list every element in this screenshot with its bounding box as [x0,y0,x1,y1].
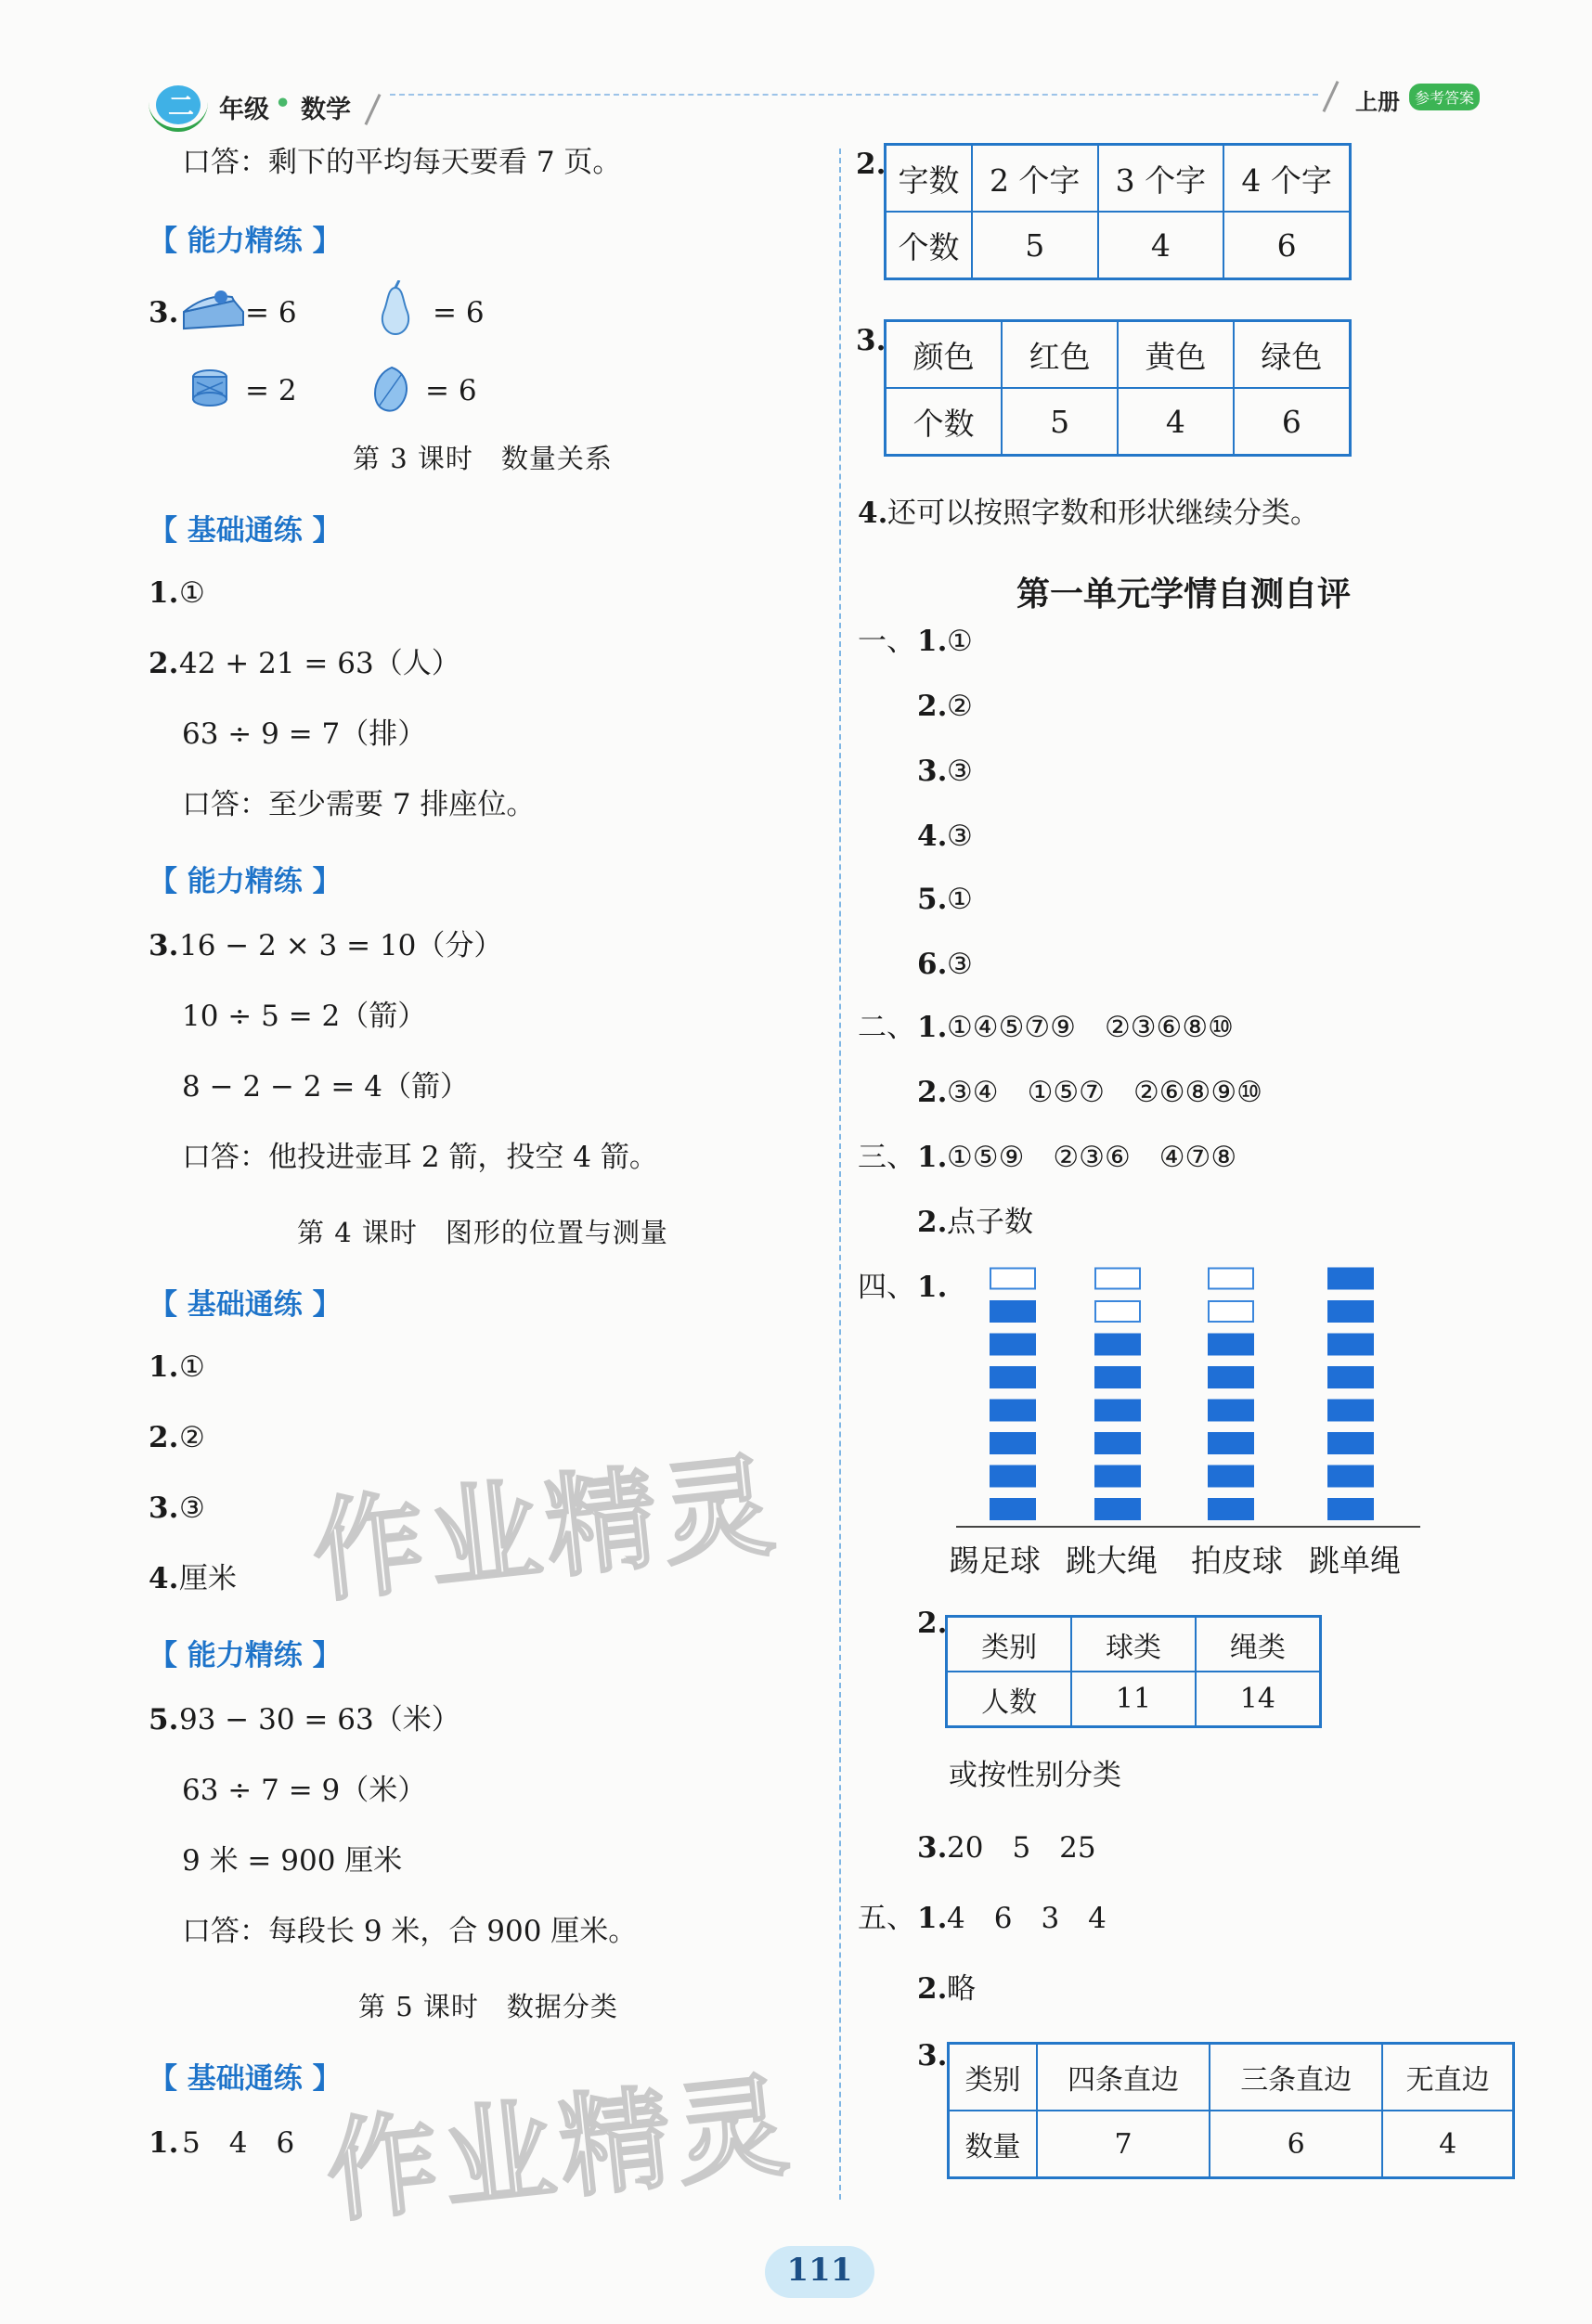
bar-block-filled [1328,1433,1373,1453]
chart-category-label: 踢足球 [949,1543,1041,1579]
leaf-equation: = 6 [425,374,477,407]
table-cell: 4 个字 [1223,145,1350,213]
table-cell: 3 个字 [1098,145,1224,213]
bar-block-empty [990,1269,1035,1289]
p2-1-number: 1. [917,1011,948,1044]
table-cell: 球类 [1071,1617,1196,1672]
p5-1-number: 1. [917,1902,948,1935]
section-nengli-3: 【 能力精练 】 [149,1639,342,1672]
table-4 [945,1615,1322,1728]
p2-2-answer: ③④ ①⑤⑦ ②⑥⑧⑨⑩ [947,1076,1262,1109]
b1-number: 1. [149,1350,179,1384]
part-3-label: 三、 [858,1141,915,1174]
bar-block-filled [1095,1433,1140,1453]
p5-2-number: 2. [917,1972,948,2006]
a3-line-2: 10 ÷ 5 = 2（箭） [182,1000,427,1033]
table-cell: 个数 [886,212,972,279]
bar-block-filled [1328,1466,1373,1487]
a2-line-2: 63 ÷ 9 = 7（排） [182,717,427,751]
header-dot: • [275,89,291,118]
b4-number: 4. [149,1562,179,1595]
b5-answer: 93 − 30 = 63（米） [179,1703,460,1737]
header-slash-right [1323,81,1340,112]
bar-block-filled [1095,1466,1140,1487]
answers-badge: 参考答案 [1409,84,1480,110]
pear-icon [375,280,416,336]
item3-number: 3. [149,296,179,329]
b5-number: 5. [149,1703,179,1737]
bar-block-empty [1095,1301,1140,1322]
chart-category-label: 拍皮球 [1191,1543,1283,1579]
p1-5-answer: ① [947,883,973,916]
q4-text: 还可以按照字数和形状继续分类。 [887,497,1319,530]
q2-number: 2. [856,148,887,181]
b1-answer: ① [179,1350,205,1384]
table-cell: 5 [972,212,1098,279]
a3-line-3: 8 − 2 − 2 = 4（箭） [182,1070,469,1104]
table-cell: 字数 [886,145,972,213]
table-cell: 颜色 [886,321,1003,389]
lesson-4-title: 第 4 课时 图形的位置与测量 [297,1217,668,1248]
p1-3-number: 3. [917,755,948,788]
table-cell: 绳类 [1196,1617,1321,1672]
section-nengli-1: 【 能力精练 】 [149,225,342,258]
a3-line-4: 口答：他投进壶耳 2 箭，投空 4 箭。 [182,1141,658,1174]
table-cell: 4 [1098,212,1224,279]
bar-block-filled [1209,1401,1253,1421]
a1-answer: ① [179,576,205,610]
p4-3-number: 3. [917,1831,948,1865]
table-cell: 4 [1382,2111,1513,2178]
grade-text: 年级 [219,96,269,124]
part-5-label: 五、 [858,1902,915,1935]
page-number: 111 [786,2252,853,2289]
p2-2-number: 2. [917,1076,948,1109]
section-title: 第一单元学情自测自评 [1016,575,1352,613]
p4-3-answer: 20 5 25 [947,1831,1096,1865]
c1-number: 1. [149,2126,179,2160]
drum-equation: = 2 [245,374,297,407]
bar-block-filled [1328,1499,1373,1519]
p1-6-answer: ③ [947,948,973,981]
table-cell: 2 个字 [972,145,1098,213]
table-cell: 数量 [949,2111,1037,2178]
b3-number: 3. [149,1491,179,1525]
p1-4-answer: ③ [947,820,973,853]
a3-number: 3. [149,929,179,962]
a2-number: 2. [149,647,179,680]
leaf-icon [369,364,414,414]
table-row [947,1672,1321,1727]
p1-2-answer: ② [947,690,973,723]
table-3 [884,319,1352,457]
p4-1-number: 1. [917,1271,948,1304]
table-cell: 4 [1118,388,1234,456]
bar-block-filled [1095,1367,1140,1388]
bar-block-filled [990,1433,1035,1453]
a3-answer: 16 − 2 × 3 = 10（分） [179,929,503,962]
b5-line-2: 63 ÷ 7 = 9（米） [182,1774,427,1807]
watermark-1: 作业精灵 [306,1440,785,1619]
p1-1-number: 1. [917,625,948,658]
p1-5-number: 5. [917,883,948,916]
b5-line-3: 9 米 = 900 厘米 [182,1844,403,1878]
table-5 [947,2042,1515,2179]
p4-2-note: 或按性别分类 [949,1759,1121,1792]
bar-block-filled [990,1367,1035,1388]
p3-1-number: 1. [917,1141,948,1174]
bar-block-filled [990,1499,1035,1519]
cake-equation: = 6 [245,296,297,329]
bar-block-filled [1209,1466,1253,1487]
lesson-3-title: 第 3 课时 数量关系 [353,443,613,474]
subject-text: 数学 [301,96,351,124]
header-slash [365,94,382,125]
table-cell: 6 [1210,2111,1382,2178]
p1-6-number: 6. [917,948,948,981]
table-cell: 11 [1071,1672,1196,1727]
q3-number: 3. [856,324,887,357]
q4-number: 4. [858,497,888,530]
table-cell: 14 [1196,1672,1321,1727]
p3-1-answer: ①⑤⑨ ②③⑥ ④⑦⑧ [947,1141,1237,1174]
part-2-label: 二、 [858,1011,915,1044]
table-cell: 6 [1234,388,1351,456]
bar-block-filled [990,1335,1035,1355]
grade-badge-text: 二 [168,91,195,122]
bar-block-filled [1328,1269,1373,1289]
a2-line-3: 口答：至少需要 7 排座位。 [182,788,536,821]
bar-block-filled [1328,1335,1373,1355]
b4-answer: 厘米 [179,1562,237,1595]
a2-answer: 42 + 21 = 63（人） [179,647,460,680]
cake-icon [178,284,249,334]
section-jichu-1: 【 基础通练 】 [149,514,342,548]
table-row [949,2044,1514,2111]
left-line-1: 口答：剩下的平均每天要看 7 页。 [182,146,622,179]
section-jichu-3: 【 基础通练 】 [149,2062,342,2096]
watermark-2: 作业精灵 [320,2060,799,2239]
page-header [0,0,1592,130]
table-row [886,212,1351,279]
b3-answer: ③ [179,1491,205,1525]
p1-2-number: 2. [917,690,948,723]
section-jichu-2: 【 基础通练 】 [149,1288,342,1322]
table-row [947,1617,1321,1672]
table-cell: 类别 [949,2044,1037,2111]
table-row [886,388,1351,456]
table-cell: 三条直边 [1210,2044,1382,2111]
column-divider [839,148,841,2200]
bar-block-filled [990,1301,1035,1322]
bar-block-filled [1095,1499,1140,1519]
p3-2-answer: 点子数 [947,1206,1033,1239]
volume-text: 上册 [1355,89,1400,115]
bar-block-filled [1328,1367,1373,1388]
bar-block-empty [1209,1269,1253,1289]
bar-block-filled [1095,1335,1140,1355]
table-cell: 绿色 [1234,321,1351,389]
a1-number: 1. [149,576,179,610]
bar-block-empty [1095,1269,1140,1289]
p1-4-number: 4. [917,820,948,853]
bar-block-filled [990,1466,1035,1487]
p4-2-number: 2. [917,1607,948,1640]
table-cell: 7 [1037,2111,1210,2178]
table-cell: 黄色 [1118,321,1234,389]
part-4-label: 四、 [858,1271,915,1304]
b5-line-4: 口答：每段长 9 米，合 900 厘米。 [182,1915,638,1948]
lesson-5-title: 第 5 课时 数据分类 [358,1991,618,2022]
p3-2-number: 2. [917,1206,948,1239]
bar-block-filled [1209,1335,1253,1355]
bar-block-filled [1209,1433,1253,1453]
table-row [886,145,1351,213]
bar-block-filled [1209,1367,1253,1388]
table-cell: 类别 [947,1617,1072,1672]
bar-block-empty [1209,1301,1253,1322]
header-rule [390,94,1318,96]
bar-block-filled [1328,1301,1373,1322]
table-row [949,2111,1514,2178]
p5-1-answer: 4 6 3 4 [947,1902,1107,1935]
bar-block-filled [1328,1401,1373,1421]
p5-2-answer: 略 [947,1972,976,2006]
table-cell: 四条直边 [1037,2044,1210,2111]
p1-1-answer: ① [947,625,973,658]
table-cell: 5 [1002,388,1118,456]
chart-category-label: 跳单绳 [1309,1543,1401,1579]
pear-equation: = 6 [433,296,485,329]
b2-number: 2. [149,1421,179,1454]
bar-block-filled [990,1401,1035,1421]
table-cell: 6 [1223,212,1350,279]
b2-answer: ② [179,1421,205,1454]
table-cell: 人数 [947,1672,1072,1727]
chart-category-label: 跳大绳 [1066,1543,1158,1579]
p2-1-answer: ①④⑤⑦⑨ ②③⑥⑧⑩ [947,1011,1234,1044]
table-cell: 个数 [886,388,1003,456]
table-2 [884,143,1352,280]
p5-3-number: 3. [917,2039,948,2072]
table-row [886,321,1351,389]
bar-block-filled [1209,1499,1253,1519]
part-1-label: 一、 [858,625,915,658]
table-cell: 无直边 [1382,2044,1513,2111]
p1-3-answer: ③ [947,755,973,788]
c1-answer: 5 4 6 [182,2126,295,2160]
section-nengli-2: 【 能力精练 】 [149,865,342,898]
bar-block-filled [1095,1401,1140,1421]
block-bar-chart [947,1262,1430,1541]
drum-icon [189,368,230,408]
table-cell: 红色 [1002,321,1118,389]
